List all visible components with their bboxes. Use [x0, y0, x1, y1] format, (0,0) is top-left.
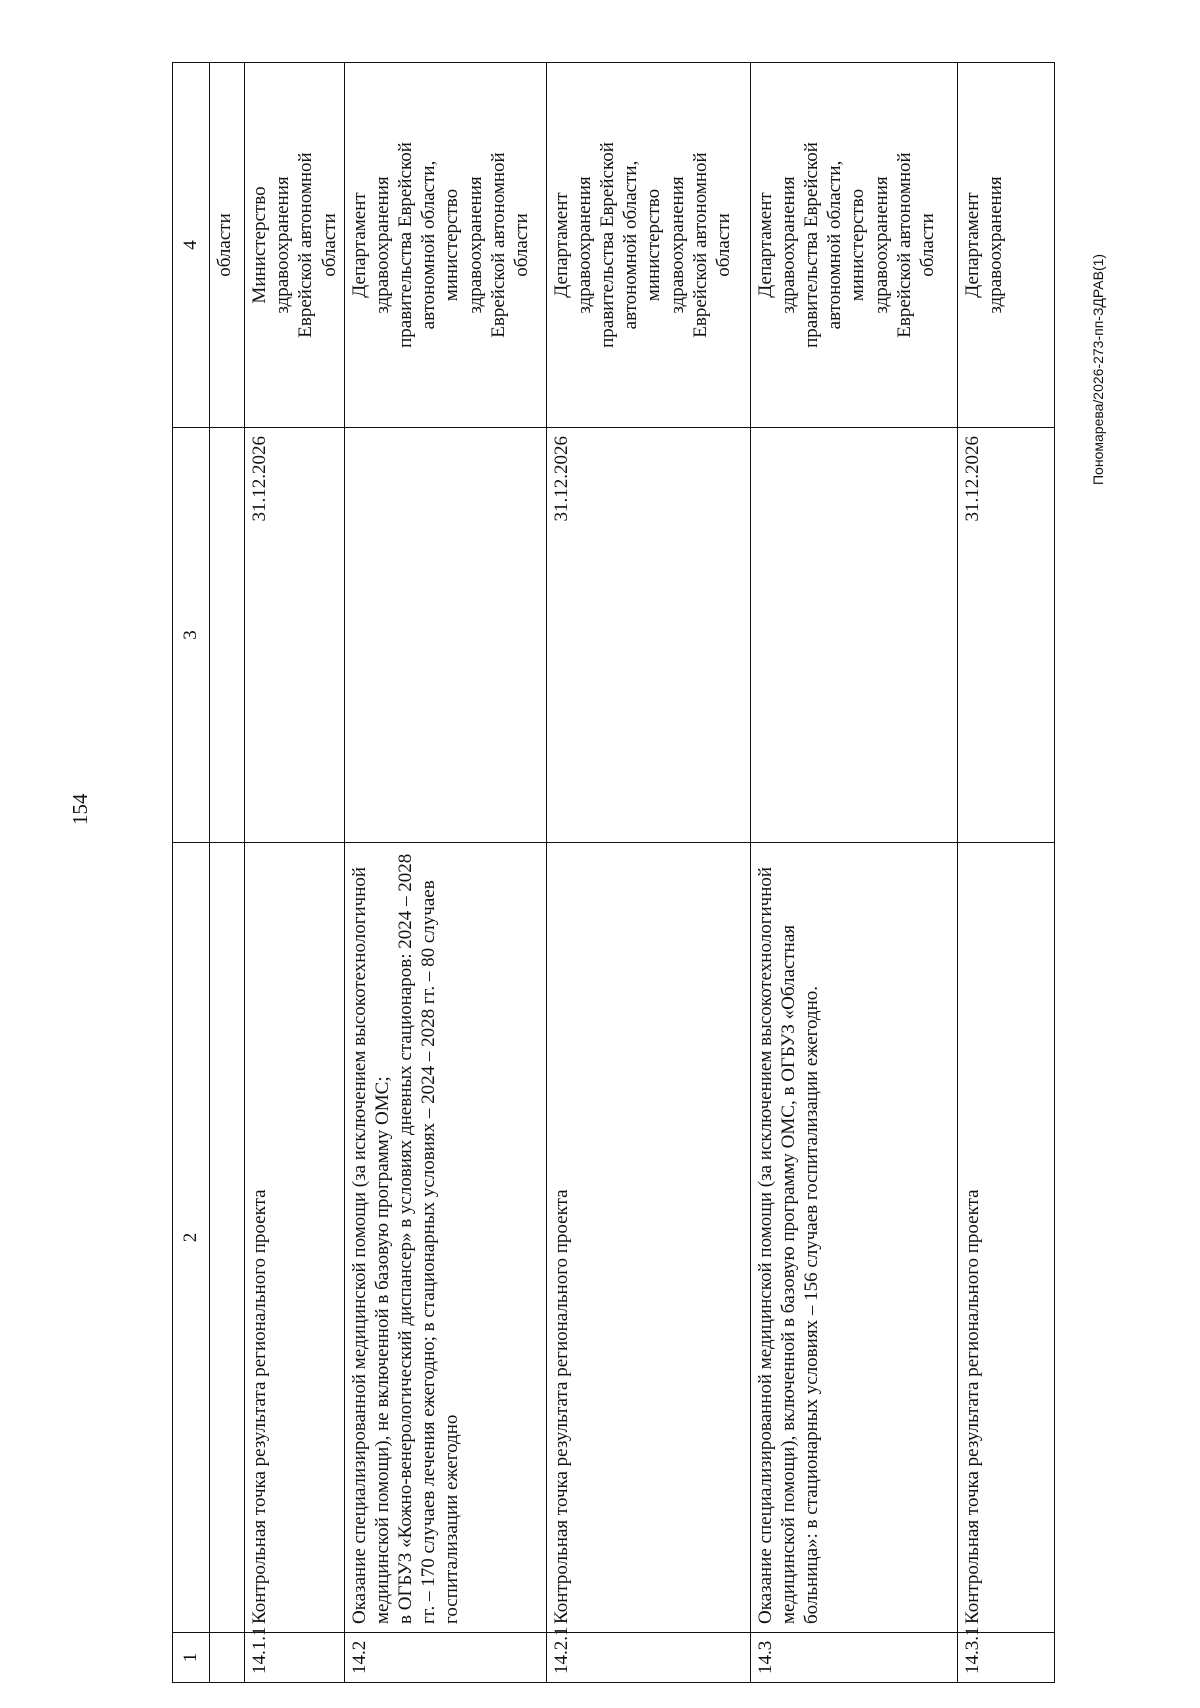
table-cell-description: Контрольная точка результата регионального проекта — [245, 843, 345, 1633]
table-cell-date — [344, 428, 546, 843]
document-table-container — [172, 63, 1072, 1683]
table-cell-description: Оказание специализированной медицинской помощи (за исключением высокотехнологичной медицинской помощи), не включенной в базовую программу ОМС; в ОГБУЗ «Кожно-венерологический диспансер» в условиях дневных стационаров: 2024 – 2028 гг. – 170 случаев лечения ежегодно; в стационарных условиях – 2024 – 2028 гг. – 80 случаев госпитализации ежегодно — [344, 843, 546, 1633]
table-cell-description: Контрольная точка результата регионального проекта — [546, 843, 750, 1633]
table-header-row — [173, 63, 210, 1683]
table-cell-date — [750, 428, 957, 843]
table-cell-responsible: Министерство здравоохранения Еврейской автономной области — [245, 63, 345, 428]
table-cell-date: 31.12.2026 — [957, 428, 1054, 843]
table-header-cell: 1 — [173, 1633, 210, 1683]
table-cell — [210, 843, 245, 1633]
document-footer-code: Пономарева/2026-273-пп-ЗДРАВ(1) — [1090, 253, 1106, 485]
table-cell-number: 14.2 — [344, 1633, 546, 1683]
table-cell-number: 14.1.1 — [245, 1633, 345, 1683]
table-cell-responsible: Департамент здравоохранения — [957, 63, 1054, 428]
table-header-cell: 4 — [173, 63, 210, 428]
table-header-cell: 2 — [173, 843, 210, 1633]
table-continuation-row — [210, 63, 245, 1683]
table-row — [750, 63, 957, 1683]
table-cell — [210, 428, 245, 843]
table-cell-responsible: области — [210, 63, 245, 428]
table-cell-number: 14.3.1 — [957, 1633, 1054, 1683]
table-cell-number: 14.3 — [750, 1633, 957, 1683]
table-cell-number: 14.2.1 — [546, 1633, 750, 1683]
table-cell-date: 31.12.2026 — [546, 428, 750, 843]
page-number: 154 — [68, 793, 92, 825]
table-cell-date: 31.12.2026 — [245, 428, 345, 843]
document-table — [172, 62, 1055, 1683]
table-row — [344, 63, 546, 1683]
table-cell-description: Контрольная точка результата регионального проекта — [957, 843, 1054, 1633]
table-cell-responsible: Департамент здравоохранения правительства Еврейской автономной области, министерство здравоохранения Еврейской автономной области — [750, 63, 957, 428]
table-row — [245, 63, 345, 1683]
table-cell — [210, 1633, 245, 1683]
table-cell-description: Оказание специализированной медицинской помощи (за исключением высокотехнологичной медицинской помощи), включенной в базовую программу ОМС, в ОГБУЗ «Областная больница»: в стационарных условиях – 156 случаев госпитализации ежегодно. — [750, 843, 957, 1633]
table-row — [957, 63, 1054, 1683]
table-cell-responsible: Департамент здравоохранения правительства Еврейской автономной области, министерство здравоохранения Еврейской автономной области — [344, 63, 546, 428]
table-cell-responsible: Департамент здравоохранения правительства Еврейской автономной области, министерство здравоохранения Еврейской автономной области — [546, 63, 750, 428]
table-row — [546, 63, 750, 1683]
table-header-cell: 3 — [173, 428, 210, 843]
